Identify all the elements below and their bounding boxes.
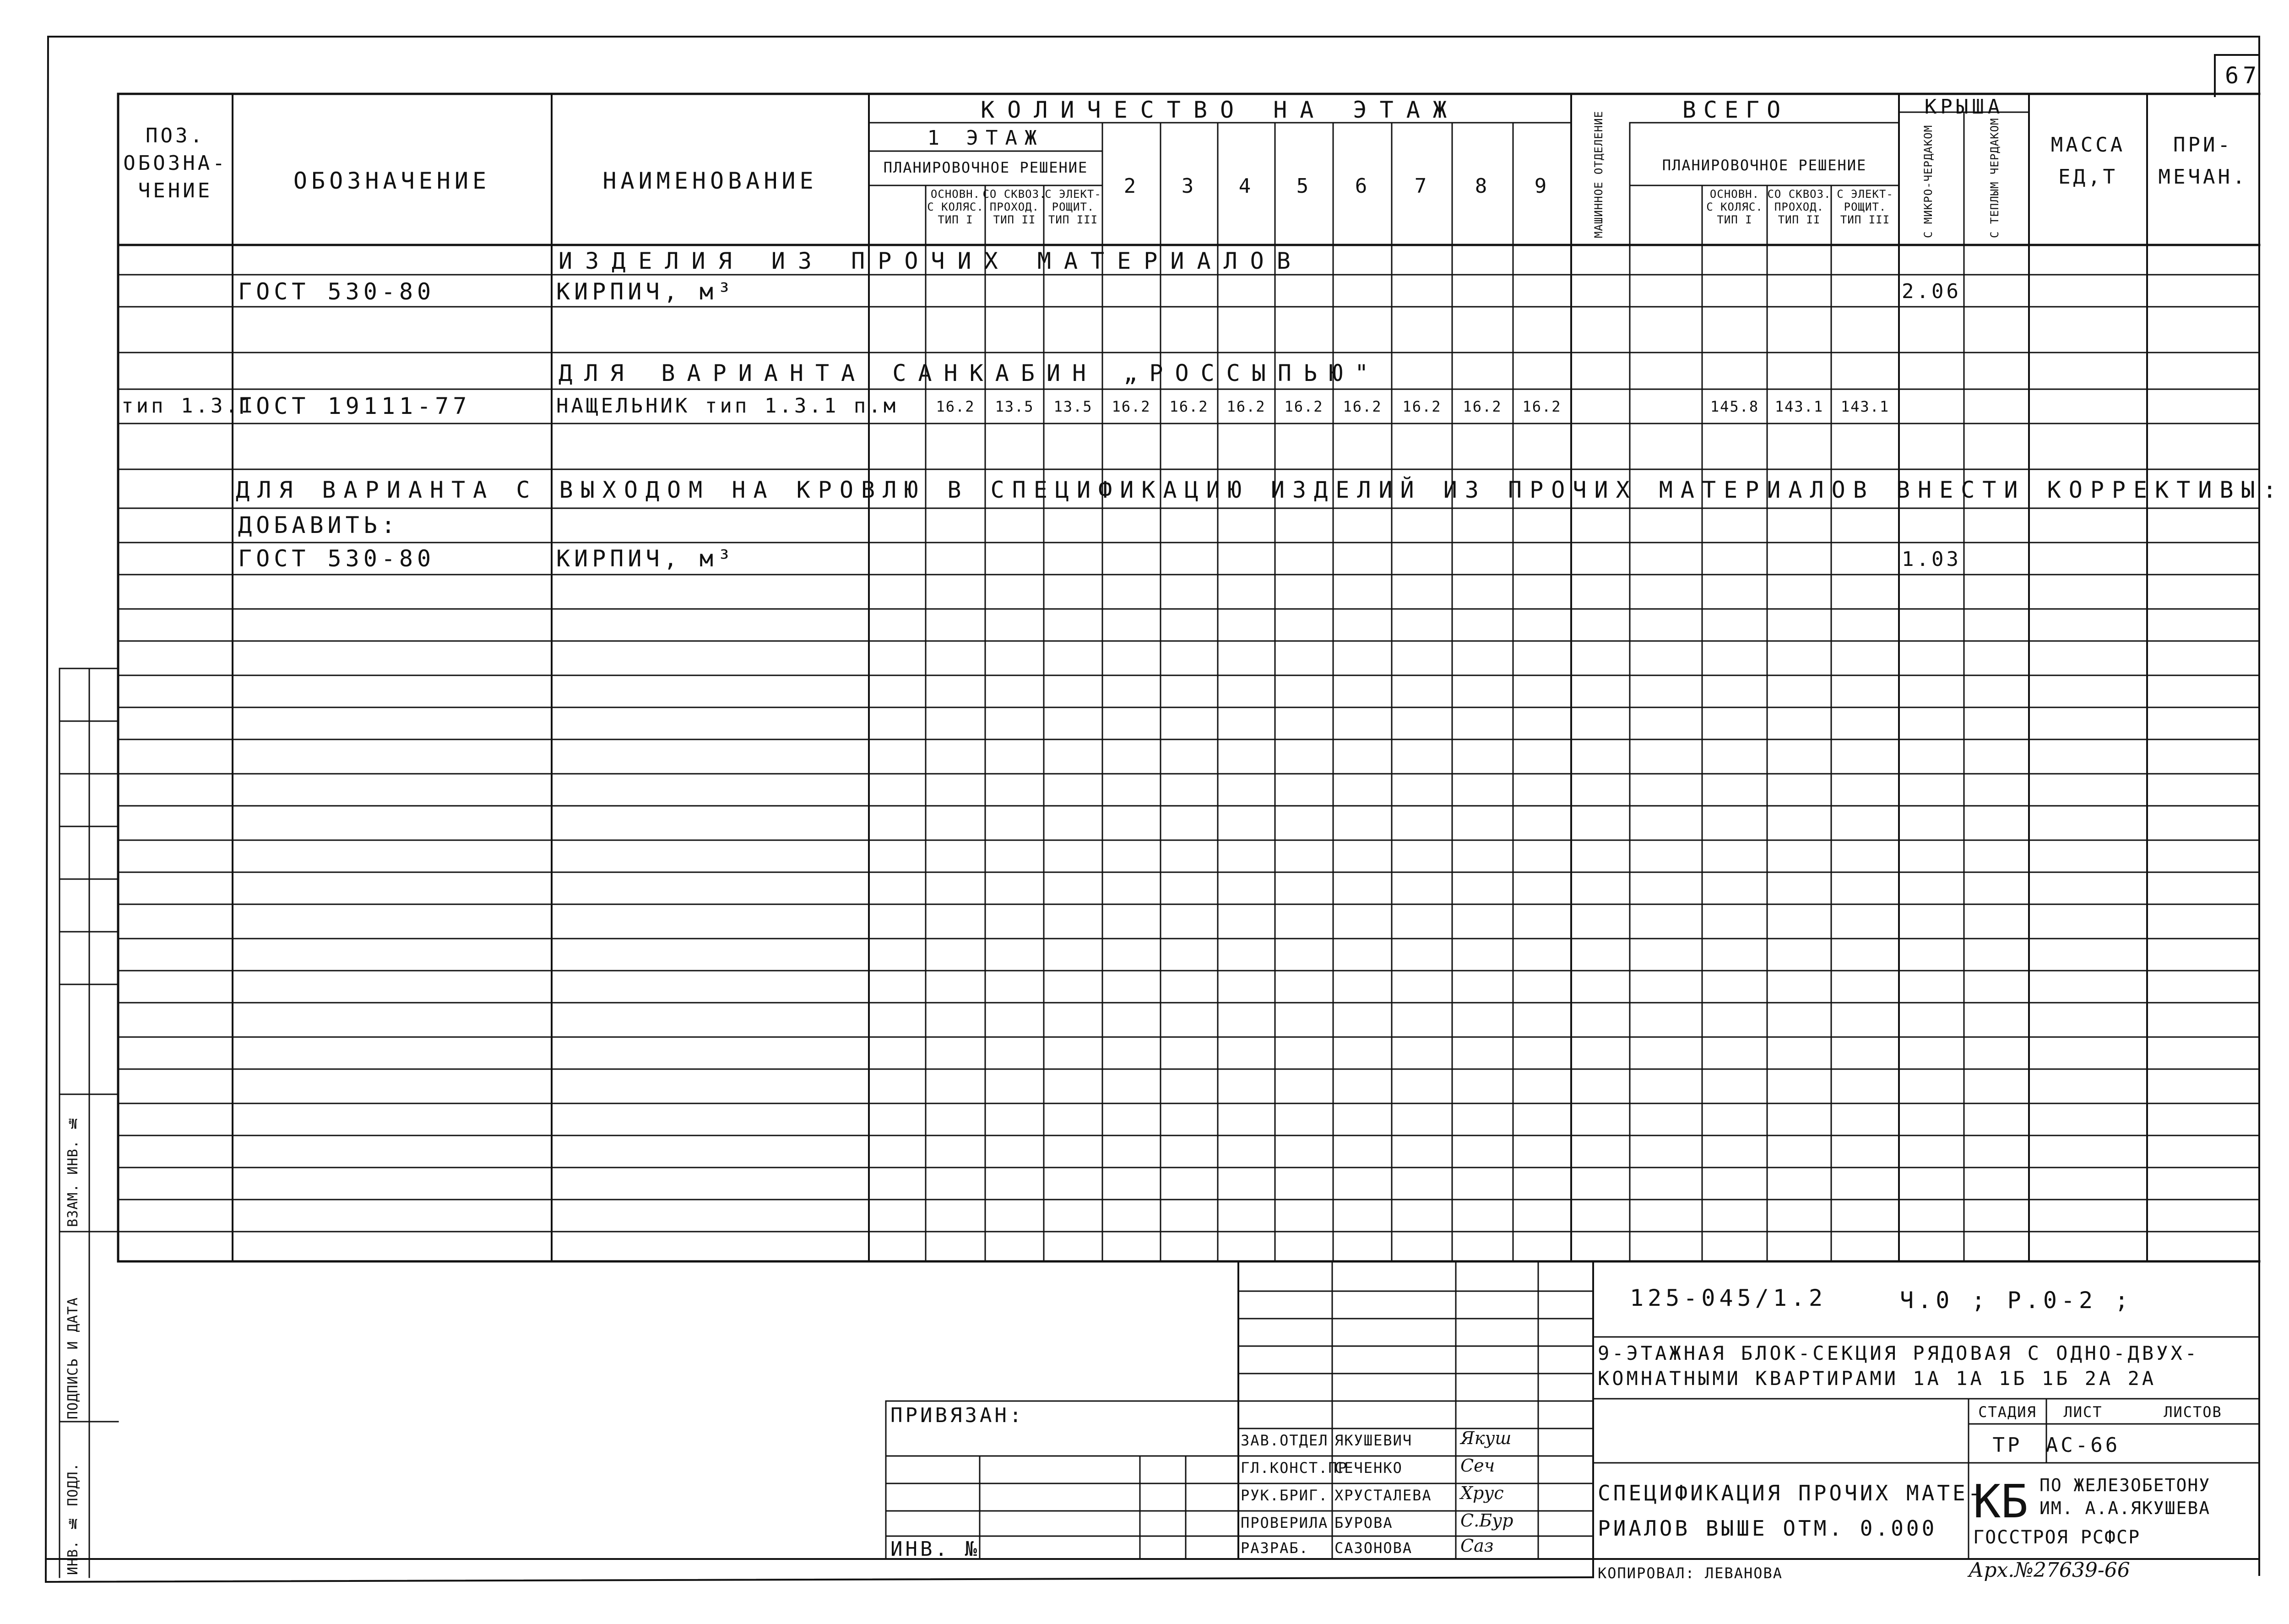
stage-header: СТАДИЯ — [1978, 1403, 2037, 1421]
staff-signature-1: Якуш — [1460, 1428, 1512, 1448]
row2-total-type2: 143.1 — [1774, 398, 1824, 415]
header-total-type1-l1: ОСНОВН. — [1709, 188, 1760, 201]
staff-role-1: ЗАВ.ОТДЕЛ — [1241, 1432, 1329, 1449]
header-pos-line3: ЧЕНИЕ — [138, 179, 213, 202]
copied-by: КОПИРОВАЛ: ЛЕВАНОВА — [1598, 1564, 1783, 1582]
page-number: 67 — [2225, 62, 2261, 89]
staff-role-4: ПРОВЕРИЛА — [1241, 1514, 1329, 1532]
header-type1-l2: С КОЛЯС. — [927, 201, 984, 213]
header-total: ВСЕГО — [1682, 97, 1788, 123]
header-type2-l3: ТИП II — [993, 213, 1036, 226]
staff-name-3: ХРУСТАЛЕВА — [1334, 1487, 1432, 1504]
bound-to-label: ПРИВЯЗАН: — [890, 1404, 1025, 1427]
staff-name-1: ЯКУШЕВИЧ — [1334, 1432, 1413, 1449]
row3-name: КИРПИЧ, м³ — [556, 545, 736, 572]
sheet-value: АС-66 — [2045, 1434, 2121, 1457]
row2-val-floor2: 16.2 — [1112, 398, 1151, 415]
row1-roof-value: 2.06 — [1902, 280, 1961, 303]
header-machine-room: МАШИННОЕ ОТДЕЛЕНИЕ — [1592, 110, 1605, 238]
row2-designation: ГОСТ 19111-77 — [238, 393, 471, 419]
header-type2-l2: ПРОХОД. — [989, 201, 1040, 213]
doc-title-l1: СПЕЦИФИКАЦИЯ ПРОЧИХ МАТЕ- — [1598, 1481, 1984, 1505]
row1-name: КИРПИЧ, м³ — [556, 278, 736, 305]
row2-total-type1: 145.8 — [1710, 398, 1759, 415]
row1-designation: ГОСТ 530-80 — [238, 278, 435, 305]
header-floor1: 1 ЭТАЖ — [927, 126, 1044, 150]
header-floor-2: 2 — [1123, 174, 1139, 198]
org-l3: ГОССТРОЯ РСФСР — [1973, 1527, 2141, 1548]
header-type2-l1: СО СКВОЗ. — [982, 188, 1047, 201]
header-floor-9: 9 — [1534, 174, 1550, 198]
header-total-type3-l2: РОЩИТ. — [1844, 201, 1887, 213]
row2-val-type1: 16.2 — [936, 398, 975, 415]
sheet-header: ЛИСТ — [2063, 1403, 2103, 1421]
staff-signature-5: Саз — [1460, 1536, 1494, 1556]
staff-role-3: РУК.БРИГ. — [1241, 1487, 1329, 1504]
project-title-l1: 9-ЭТАЖНАЯ БЛОК-СЕКЦИЯ РЯДОВАЯ С ОДНО-ДВУХ- — [1598, 1342, 2200, 1364]
project-title-l2: КОМНАТНЫМИ КВАРТИРАМИ 1А 1А 1Б 1Б 2А 2А — [1598, 1367, 2157, 1390]
stamp-inv-orig: ИНВ. № ПОДЛ. — [65, 1462, 81, 1575]
staff-role-2: ГЛ.КОНСТ.ПР — [1241, 1459, 1348, 1477]
header-planning2: ПЛАНИРОВОЧНОЕ РЕШЕНИЕ — [1662, 157, 1867, 174]
header-pos-line2: ОБОЗНА- — [123, 152, 228, 175]
row2-val-floor7: 16.2 — [1402, 398, 1442, 415]
header-type3-l2: РОЩИТ. — [1052, 201, 1095, 213]
doc-code: 125-045/1.2 — [1630, 1285, 1827, 1311]
header-floor-5: 5 — [1296, 174, 1312, 198]
archive-number: Арх.№27639-66 — [1969, 1559, 2130, 1582]
header-note-l1: ПРИ- — [2173, 133, 2233, 157]
stamp-replaced-inv: ВЗАМ. ИНВ. № — [65, 1114, 81, 1227]
header-type1-l1: ОСНОВН. — [930, 188, 981, 201]
header-floor-8: 8 — [1475, 174, 1490, 198]
row3-designation: ГОСТ 530-80 — [238, 545, 435, 572]
doc-part: Ч.0 ; Р.0-2 ; — [1900, 1287, 2133, 1314]
header-floor-3: 3 — [1181, 174, 1197, 198]
header-qty-per-floor: КОЛИЧЕСТВО НА ЭТАЖ — [981, 97, 1459, 123]
header-roof-warm: С ТЕПЛЫМ ЧЕРДАКОМ — [1988, 118, 2001, 238]
org-l2: ИМ. А.А.ЯКУШЕВА — [2039, 1498, 2211, 1518]
row2-val-type2: 13.5 — [995, 398, 1034, 415]
header-name: НАИМЕНОВАНИЕ — [602, 168, 818, 194]
header-roof: КРЫША — [1924, 95, 2004, 119]
header-roof-micro: С МИКРО-ЧЕРДАКОМ — [1922, 125, 1935, 238]
section-roof-exit-variant: ДЛЯ ВАРИАНТА С ВЫХОДОМ НА КРОВЛЮ В СПЕЦИФИКАЦИЮ ИЗДЕЛИЙ ИЗ ПРОЧИХ МАТЕРИАЛОВ ВНЕСТИ КОРРЕКТИВЫ: — [236, 477, 2284, 503]
row2-val-floor5: 16.2 — [1284, 398, 1323, 415]
staff-name-5: САЗОНОВА — [1334, 1539, 1413, 1557]
header-mass-l2: ЕД,Т — [2058, 165, 2118, 189]
stamp-sign-date: ПОДПИСЬ И ДАТА — [65, 1297, 81, 1419]
header-total-type1-l3: ТИП I — [1717, 213, 1752, 226]
staff-signature-2: Сеч — [1460, 1456, 1495, 1476]
header-type3-l3: ТИП III — [1048, 213, 1098, 226]
header-note-l2: МЕЧАН. — [2158, 165, 2248, 189]
header-planning1: ПЛАНИРОВОЧНОЕ РЕШЕНИЕ — [883, 159, 1088, 176]
section-other-materials: ИЗДЕЛИЯ ИЗ ПРОЧИХ МАТЕРИАЛОВ — [559, 248, 1303, 274]
staff-role-5: РАЗРАБ. — [1241, 1539, 1309, 1557]
row2-val-floor4: 16.2 — [1226, 398, 1266, 415]
header-designation: ОБОЗНАЧЕНИЕ — [293, 168, 491, 194]
row2-val-type3: 13.5 — [1053, 398, 1093, 415]
header-type3-l1: С ЭЛЕКТ- — [1045, 188, 1101, 201]
header-mass-l1: МАССА — [2050, 133, 2126, 157]
row-add-label: ДОБАВИТЬ: — [238, 512, 399, 538]
row2-val-floor9: 16.2 — [1522, 398, 1562, 415]
header-floor-7: 7 — [1414, 174, 1430, 198]
doc-title-l2: РИАЛОВ ВЫШЕ ОТМ. 0.000 — [1598, 1516, 1937, 1541]
staff-signature-3: Хрус — [1460, 1483, 1504, 1503]
staff-signature-4: С.Бур — [1460, 1510, 1513, 1531]
row2-val-floor6: 16.2 — [1343, 398, 1382, 415]
staff-name-2: СЕЧЕНКО — [1334, 1459, 1403, 1477]
org-mark: КБ — [1973, 1475, 2029, 1528]
header-total-type2-l1: СО СКВОЗ. — [1767, 188, 1831, 201]
sheets-header: ЛИСТОВ — [2164, 1403, 2222, 1421]
row2-val-floor3: 16.2 — [1169, 398, 1209, 415]
row3-roof-value: 1.03 — [1902, 548, 1961, 571]
row2-name: НАЩЕЛЬНИК тип 1.3.1 п.м — [556, 394, 899, 418]
header-type1-l3: ТИП I — [938, 213, 973, 226]
org-l1: ПО ЖЕЛЕЗОБЕТОНУ — [2039, 1475, 2211, 1495]
inv-number-label: ИНВ. № — [890, 1537, 980, 1561]
header-floor-6: 6 — [1355, 174, 1370, 198]
row2-total-type3: 143.1 — [1840, 398, 1890, 415]
header-pos-line1: ПОЗ. — [146, 124, 205, 147]
row2-val-floor8: 16.2 — [1463, 398, 1502, 415]
header-total-type2-l3: ТИП II — [1778, 213, 1821, 226]
header-floor-4: 4 — [1238, 174, 1254, 198]
row2-pos: тип 1.3.1 — [121, 394, 255, 418]
staff-name-4: БУРОВА — [1334, 1514, 1393, 1532]
section-sancabin-variant: ДЛЯ ВАРИАНТА САНКАБИН „РОССЫПЬЮ" — [559, 360, 1381, 386]
header-total-type3-l3: ТИП III — [1840, 213, 1890, 226]
header-total-type2-l2: ПРОХОД. — [1774, 201, 1824, 213]
header-total-type3-l1: С ЭЛЕКТ- — [1837, 188, 1893, 201]
stage-value: ТР — [1992, 1434, 2023, 1457]
header-total-type1-l2: С КОЛЯС. — [1706, 201, 1763, 213]
